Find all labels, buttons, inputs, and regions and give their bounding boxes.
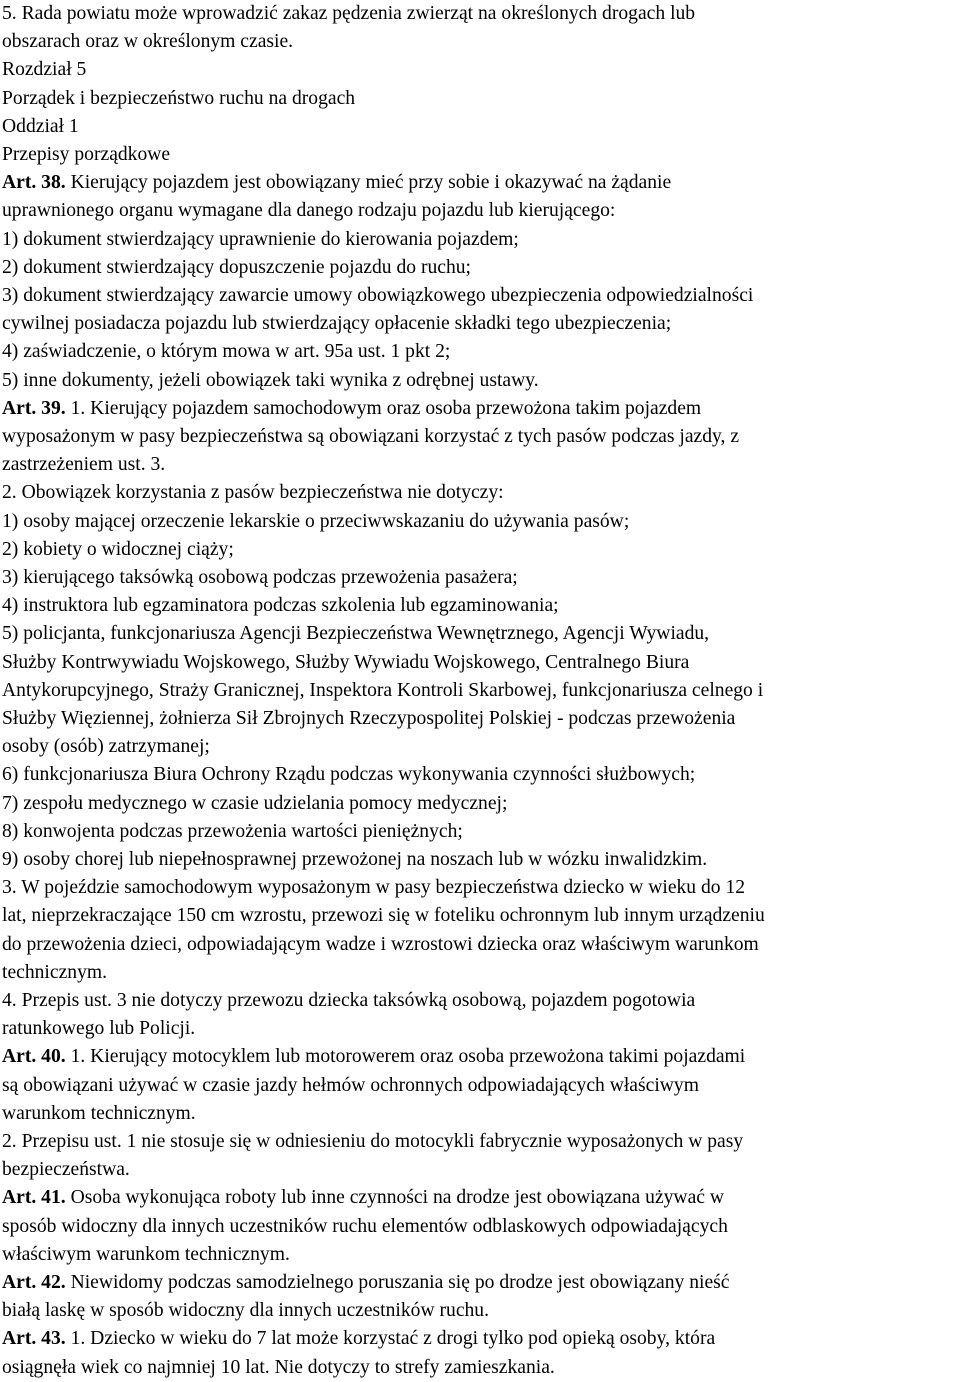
line-text: cywilnej posiadacza pojazdu lub stwierdzający opłacenie składki tego ubezpieczenia;: [2, 313, 672, 335]
line-text: Niewidomy podczas samodzielnego poruszania się po drodze jest obowiązany nieść: [65, 1272, 730, 1293]
text-line: [2, 733, 210, 761]
text-line: [2, 1241, 290, 1269]
line-text: Kierujący pojazdem jest obowiązany mieć przy sobie i okazywać na żądanie: [65, 172, 672, 194]
text-line: [2, 338, 450, 366]
line-text: 5) policjanta, funkcjonariusza Agencji Bezpieczeństwa Wewnętrznego, Agencji Wywiadu,: [2, 623, 710, 645]
text-line: [2, 931, 759, 959]
line-text: 3) dokument stwierdzający zawarcie umowy obowiązkowego ubezpieczenia odpowiedzialności: [2, 285, 754, 306]
text-line: [2, 1015, 195, 1043]
text-line: [2, 56, 86, 84]
text-line: [2, 677, 763, 705]
text-line: [2, 395, 701, 423]
text-line: [2, 620, 709, 648]
line-text: 1) osoby mającej orzeczenie lekarskie o przeciwwskazaniu do używania pasów;: [2, 510, 630, 532]
line-text: właściwym warunkom technicznym.: [2, 1243, 290, 1265]
text-line: [2, 649, 689, 677]
article-number: Art. 42.: [2, 1272, 66, 1293]
text-line: [2, 564, 518, 592]
line-text: technicznym.: [2, 961, 108, 983]
text-line: [2, 85, 355, 113]
article-number: Art. 38.: [2, 172, 66, 194]
text-line: [2, 536, 234, 564]
line-text: białą laskę w sposób widoczny dla innych uczestników ruchu.: [2, 1300, 490, 1322]
line-text: Przepisy porządkowe: [2, 144, 171, 165]
text-line: [2, 113, 79, 141]
line-text: 3) kierującego taksówką osobową podczas przewożenia pasażera;: [2, 567, 518, 588]
line-text: ratunkowego lub Policji.: [2, 1018, 196, 1040]
article-number: Art. 39.: [2, 397, 66, 419]
text-line: [2, 1325, 715, 1353]
line-text: osoby (osób) zatrzymanej;: [2, 736, 210, 758]
line-text: 1) dokument stwierdzający uprawnienie do kierowania pojazdem;: [2, 228, 519, 250]
line-text: są obowiązani używać w czasie jazdy hełmów ochronnych odpowiadających właściwym: [2, 1074, 699, 1096]
line-text: 1. Kierujący pojazdem samochodowym oraz osoba przewożona takim pojazdem: [65, 397, 702, 419]
article-number: Art. 41.: [2, 1187, 66, 1209]
line-text: bezpieczeństwa.: [2, 1159, 130, 1181]
line-text: 2) kobiety o widocznej ciąży;: [2, 538, 234, 560]
line-text: Antykorupcyjnego, Straży Granicznej, Inspektora Kontroli Skarbowej, funkcjonariusza celnego i: [2, 679, 764, 701]
line-text: 9) osoby chorej lub niepełnosprawnej przewożonej na noszach lub w wózku inwalidzkim.: [2, 849, 708, 870]
text-line: [2, 141, 170, 169]
line-text: 6) funkcjonariusza Biura Ochrony Rządu podczas wykonywania czynności służbowych;: [2, 764, 696, 786]
text-line: [2, 1269, 729, 1297]
text-line: [2, 592, 559, 620]
text-line: [2, 846, 707, 874]
text-line: [2, 28, 293, 56]
text-line: [2, 1354, 555, 1382]
text-line: [2, 1072, 699, 1100]
text-line: [2, 508, 629, 536]
line-text: zastrzeżeniem ust. 3.: [2, 454, 166, 476]
article-number: Art. 43.: [2, 1328, 66, 1350]
text-line: [2, 705, 735, 733]
line-text: Służby Więziennej, żołnierza Sił Zbrojnych Rzeczypospolitej Polskiej - podczas przewożenia: [2, 708, 736, 729]
text-line: [2, 1213, 728, 1241]
line-text: 2) dokument stwierdzający dopuszczenie pojazdu do ruchu;: [2, 256, 471, 278]
line-text: 4. Przepis ust. 3 nie dotyczy przewozu dziecka taksówką osobową, pojazdem pogotowia: [2, 990, 696, 1011]
text-line: [2, 818, 463, 846]
line-text: 1. Kierujący motocyklem lub motorowerem oraz osoba przewożona takimi pojazdami: [65, 1046, 746, 1068]
text-line: [2, 451, 165, 479]
text-line: [2, 1297, 489, 1325]
line-text: 5) inne dokumenty, jeżeli obowiązek taki wynika z odrębnej ustawy.: [2, 369, 539, 391]
line-text: obszarach oraz w określonym czasie.: [2, 31, 294, 53]
line-text: 3. W pojeździe samochodowym wyposażonym w pasy bezpieczeństwa dziecko w wieku do 12: [2, 877, 746, 899]
line-text: sposób widoczny dla innych uczestników ruchu elementów odblaskowych odpowiadających: [2, 1215, 728, 1237]
line-text: Służby Kontrwywiadu Wojskowego, Służby Wywiadu Wojskowego, Centralnego Biura: [2, 651, 690, 673]
line-text: warunkom technicznym.: [2, 1102, 196, 1124]
text-line: [2, 479, 504, 507]
text-line: [2, 1128, 743, 1156]
line-text: 1. Dziecko w wieku do 7 lat może korzystać z drogi tylko pod opieką osoby, która: [65, 1328, 716, 1350]
line-text: Rozdział 5: [2, 59, 87, 81]
text-line: [2, 1156, 130, 1184]
line-text: uprawnionego organu wymagane dla danego rodzaju pojazdu lub kierującego:: [2, 200, 616, 222]
text-line: [2, 169, 671, 197]
text-line: [2, 987, 695, 1015]
text-line: [2, 197, 615, 225]
line-text: Oddział 1: [2, 115, 79, 137]
text-line: [2, 1100, 196, 1128]
line-text: Osoba wykonująca roboty lub inne czynności na drodze jest obowiązana używać w: [65, 1187, 725, 1209]
line-text: do przewożenia dzieci, odpowiadającym wadze i wzrostowi dziecka oraz właściwym warunkom: [2, 933, 759, 955]
line-text: 2. Przepisu ust. 1 nie stosuje się w odniesieniu do motocykli fabrycznie wyposażonych w pasy: [2, 1131, 744, 1152]
text-line: [2, 1043, 745, 1071]
text-line: [2, 0, 695, 28]
line-text: 4) instruktora lub egzaminatora podczas szkolenia lub egzaminowania;: [2, 595, 559, 617]
text-line: [2, 790, 507, 818]
line-text: wyposażonym w pasy bezpieczeństwa są obowiązani korzystać z tych pasów podczas jazdy, z: [2, 426, 740, 447]
line-text: osiągnęła wiek co najmniej 10 lat. Nie dotyczy to strefy zamieszkania.: [2, 1356, 555, 1378]
line-text: lat, nieprzekraczające 150 cm wzrostu, przewozi się w foteliku ochronnym lub innym urządzeniu: [2, 905, 765, 927]
text-line: [2, 761, 695, 789]
text-line: [2, 423, 739, 451]
text-line: [2, 874, 745, 902]
text-line: [2, 310, 671, 338]
line-text: Porządek i bezpieczeństwo ruchu na drogach: [2, 87, 356, 109]
text-line: [2, 282, 753, 310]
article-number: Art. 40.: [2, 1046, 66, 1068]
line-text: 8) konwojenta podczas przewożenia wartości pieniężnych;: [2, 820, 463, 842]
line-text: 4) zaświadczenie, o którym mowa w art. 95a ust. 1 pkt 2;: [2, 341, 451, 363]
text-line: [2, 254, 471, 282]
line-text: 7) zespołu medycznego w czasie udzielania pomocy medycznej;: [2, 792, 508, 814]
line-text: 2. Obowiązek korzystania z pasów bezpieczeństwa nie dotyczy:: [2, 482, 504, 504]
text-line: [2, 367, 539, 395]
line-text: 5. Rada powiatu może wprowadzić zakaz pędzenia zwierząt na określonych drogach lub: [2, 3, 696, 24]
text-line: [2, 902, 765, 930]
text-line: [2, 226, 519, 254]
text-line: [2, 959, 107, 987]
text-line: [2, 1184, 724, 1212]
